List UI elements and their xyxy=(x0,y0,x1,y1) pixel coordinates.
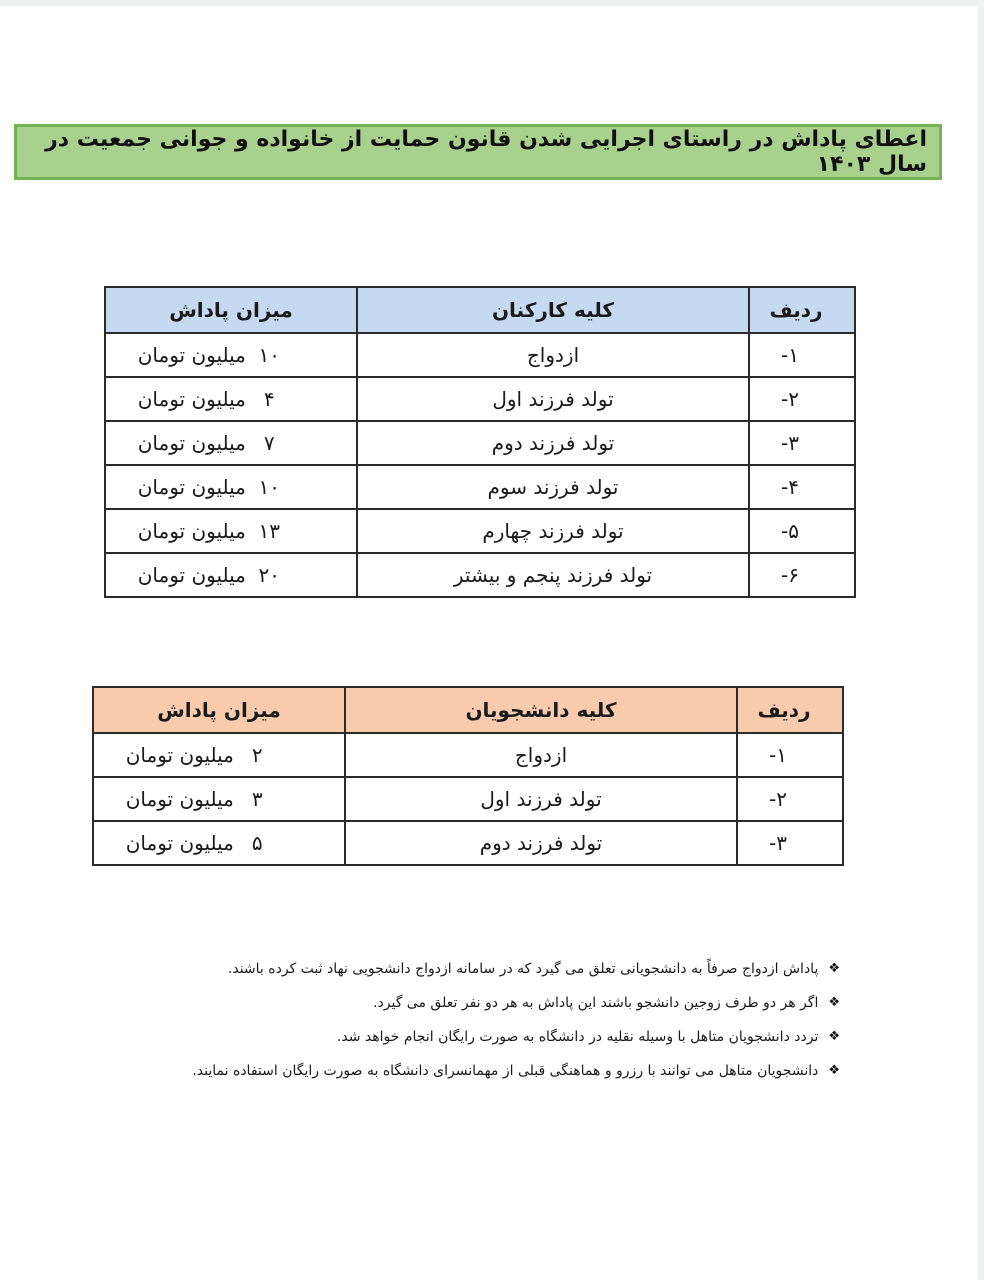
note-item xyxy=(70,1020,840,1054)
table-row xyxy=(93,733,843,777)
table-row xyxy=(105,377,855,421)
row-number: ۲- xyxy=(737,777,843,821)
row-amount xyxy=(93,821,345,865)
row-number: ۴- xyxy=(749,465,855,509)
notes-list xyxy=(70,952,840,1088)
row-amount xyxy=(93,733,345,777)
row-category: تولد فرزند اول xyxy=(357,377,749,421)
amount-unit: میلیون تومان xyxy=(125,831,234,855)
row-number: ۱- xyxy=(749,333,855,377)
row-number: ۲- xyxy=(749,377,855,421)
amount-unit: میلیون تومان xyxy=(137,563,246,587)
diamond-bullet-icon: ❖ xyxy=(828,995,840,1010)
amount-number: ۵ xyxy=(251,831,263,855)
row-category: تولد فرزند پنجم و بیشتر xyxy=(357,553,749,597)
header-row-number: ردیف xyxy=(737,687,843,733)
page-title: اعطای پاداش در راستای اجرایی شدن قانون حمایت از خانواده و جوانی جمعیت در سال ۱۴۰۳ xyxy=(45,127,927,177)
header-row-number: ردیف xyxy=(749,287,855,333)
table-row xyxy=(105,509,855,553)
amount-number: ۲۰ xyxy=(258,563,280,587)
amount-unit: میلیون تومان xyxy=(137,343,246,367)
amount-number: ۳ xyxy=(251,787,263,811)
row-amount xyxy=(93,777,345,821)
table-row xyxy=(93,821,843,865)
amount-unit: میلیون تومان xyxy=(137,387,246,411)
page-top-edge xyxy=(0,0,984,6)
title-banner xyxy=(14,124,942,180)
amount-number: ۱۰ xyxy=(258,343,280,367)
table-row xyxy=(105,553,855,597)
table-row xyxy=(105,421,855,465)
row-category: ازدواج xyxy=(357,333,749,377)
table-row xyxy=(105,333,855,377)
row-category: ازدواج xyxy=(345,733,737,777)
amount-number: ۴ xyxy=(263,387,275,411)
row-number: ۶- xyxy=(749,553,855,597)
row-amount xyxy=(105,421,357,465)
row-amount xyxy=(105,333,357,377)
note-text: پاداش ازدواج صرفاً به دانشجویانی تعلق می گیرد که در سامانه ازدواج دانشجویی نهاد ثبت کرده باشند. xyxy=(227,961,819,977)
amount-number: ۱۰ xyxy=(258,475,280,499)
row-number: ۳- xyxy=(749,421,855,465)
row-amount xyxy=(105,377,357,421)
table-header-row xyxy=(105,287,855,333)
diamond-bullet-icon: ❖ xyxy=(828,1063,840,1078)
row-number: ۳- xyxy=(737,821,843,865)
row-number: ۱- xyxy=(737,733,843,777)
note-text: اگر هر دو طرف زوجین دانشجو باشند این پاداش به هر دو نفر تعلق می گیرد. xyxy=(373,995,819,1011)
note-item xyxy=(70,1054,840,1088)
amount-unit: میلیون تومان xyxy=(137,431,246,455)
row-category: تولد فرزند دوم xyxy=(357,421,749,465)
note-item xyxy=(70,952,840,986)
amount-unit: میلیون تومان xyxy=(137,519,246,543)
table-row xyxy=(93,777,843,821)
row-category: تولد فرزند دوم xyxy=(345,821,737,865)
row-amount xyxy=(105,553,357,597)
student-reward-table xyxy=(92,686,844,866)
row-amount xyxy=(105,509,357,553)
row-category: تولد فرزند چهارم xyxy=(357,509,749,553)
diamond-bullet-icon: ❖ xyxy=(828,961,840,976)
amount-unit: میلیون تومان xyxy=(125,743,234,767)
row-category: تولد فرزند اول xyxy=(345,777,737,821)
page-right-edge xyxy=(978,0,984,1280)
amount-unit: میلیون تومان xyxy=(137,475,246,499)
amount-unit: میلیون تومان xyxy=(125,787,234,811)
note-text: دانشجویان متاهل می توانند با رزرو و هماهنگی قبلی از مهمانسرای دانشگاه به صورت رایگان استفاده نمایند. xyxy=(192,1063,819,1079)
amount-number: ۷ xyxy=(263,431,275,455)
header-category: کلیه کارکنان xyxy=(357,287,749,333)
row-number: ۵- xyxy=(749,509,855,553)
staff-reward-table xyxy=(104,286,856,598)
amount-number: ۱۳ xyxy=(258,519,280,543)
table-header-row xyxy=(93,687,843,733)
header-category: کلیه دانشجویان xyxy=(345,687,737,733)
diamond-bullet-icon: ❖ xyxy=(828,1029,840,1044)
note-item xyxy=(70,986,840,1020)
table-row xyxy=(105,465,855,509)
row-amount xyxy=(105,465,357,509)
header-amount: میزان پاداش xyxy=(105,287,357,333)
header-amount: میزان پاداش xyxy=(93,687,345,733)
note-text: تردد دانشجویان متاهل با وسیله نقلیه در دانشگاه به صورت رایگان انجام خواهد شد. xyxy=(336,1029,819,1045)
row-category: تولد فرزند سوم xyxy=(357,465,749,509)
amount-number: ۲ xyxy=(251,743,263,767)
